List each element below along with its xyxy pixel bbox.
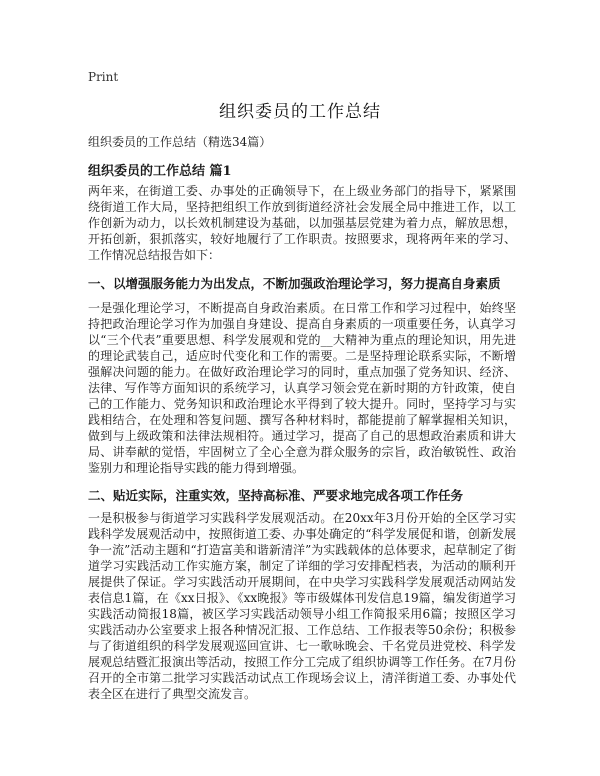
page-title: 组织委员的工作总结 [219,102,381,122]
paragraph-two: 一是积极参与街道学习实践科学发展观活动。在20xx年3月份开始的全区学习实践科学发展观活动中，按照街道工委、办事处确定的“科学发展促和谐，创新发展争一流”活动主题和“打造富美和谐新清洋”为实践载体的总体要求，起草制定了街道学习实践活动工作实施方案，制定了详细的学习安排配档表，为活动的顺利开展提供了保证。学习实践活动开展期间，在中央学习实践科学发展观活动网站发表信息1篇，在《xx日报》、《xx晚报》等市级媒体刊发信息19篇，编发街道学习实践活动简报18篇，被区学习实践活动领导小组工作简报采用6篇；按照区学习实践活动办公室要求上报各种情况汇报、工作总结、工作报表等50余份；积极参与了街道组织的科学发展观巡回宣讲、七一歌咏晚会、千名党员进党校、科学发展观总结暨汇报演出等活动，按照工作分工完成了组织协调等工作任务。在7月份召开的全市第二批学习实践活动试点工作现场会议上，清洋街道工委、办事处代表全区在进行了典型交流发言。 [88,511,516,701]
section-title: 组织委员的工作总结 篇1 [88,164,232,179]
document-subtitle: 组织委员的工作总结（精选34篇） [88,135,272,149]
intro-paragraph: 两年来，在街道工委、办事处的正确领导下，在上级业务部门的指导下，紧紧围绕街道工作大局，坚持把组织工作放到街道经济社会发展全局中推进工作，以工作创新为动力，以长效机制建设为基础，以加强基层党建为着力点，解放思想，开拓创新，狠抓落实，较好地履行了工作职责。按照要求，现将两年来的学习、工作情况总结报告如下： [88,184,516,262]
heading-one: 一、以增强服务能力为出发点，不断加强政治理论学习，努力提高自身素质 [88,276,501,291]
heading-two: 二、贴近实际，注重实效，坚持高标准、严要求地完成各项工作任务 [88,488,464,503]
paragraph-one: 一是强化理论学习，不断提高自身政治素质。在日常工作和学习过程中，始终坚持把政治理论学习作为加强自身建设、提高自身素质的一项重要任务，认真学习以“三个代表”重要思想、科学发展观和党的__大精神为重点的理论知识，用先进的理论武装自己，适应时代变化和工作的需要。二是坚持理论联系实际，不断增强解决问题的能力。在做好政治理论学习的同时，重点加强了党务知识、经济、法律、写作等方面知识的系统学习，认真学习领会党在新时期的方针政策，使自己的工作能力、党务知识和政治理论水平得到了较大提升。同时，坚持学习与实践相结合，在处理和答复问题、撰写各种材料时，都能提前了解掌握相关知识，做到与上级政策和法律法规相符。通过学习，提高了自己的思想政治素质和讲大局、讲奉献的觉悟，牢固树立了全心全意为群众服务的宗旨，政治敏锐性、政治鉴别力和理论指导实践的能力得到增强。 [88,301,516,475]
print-label[interactable]: Print [88,70,119,84]
